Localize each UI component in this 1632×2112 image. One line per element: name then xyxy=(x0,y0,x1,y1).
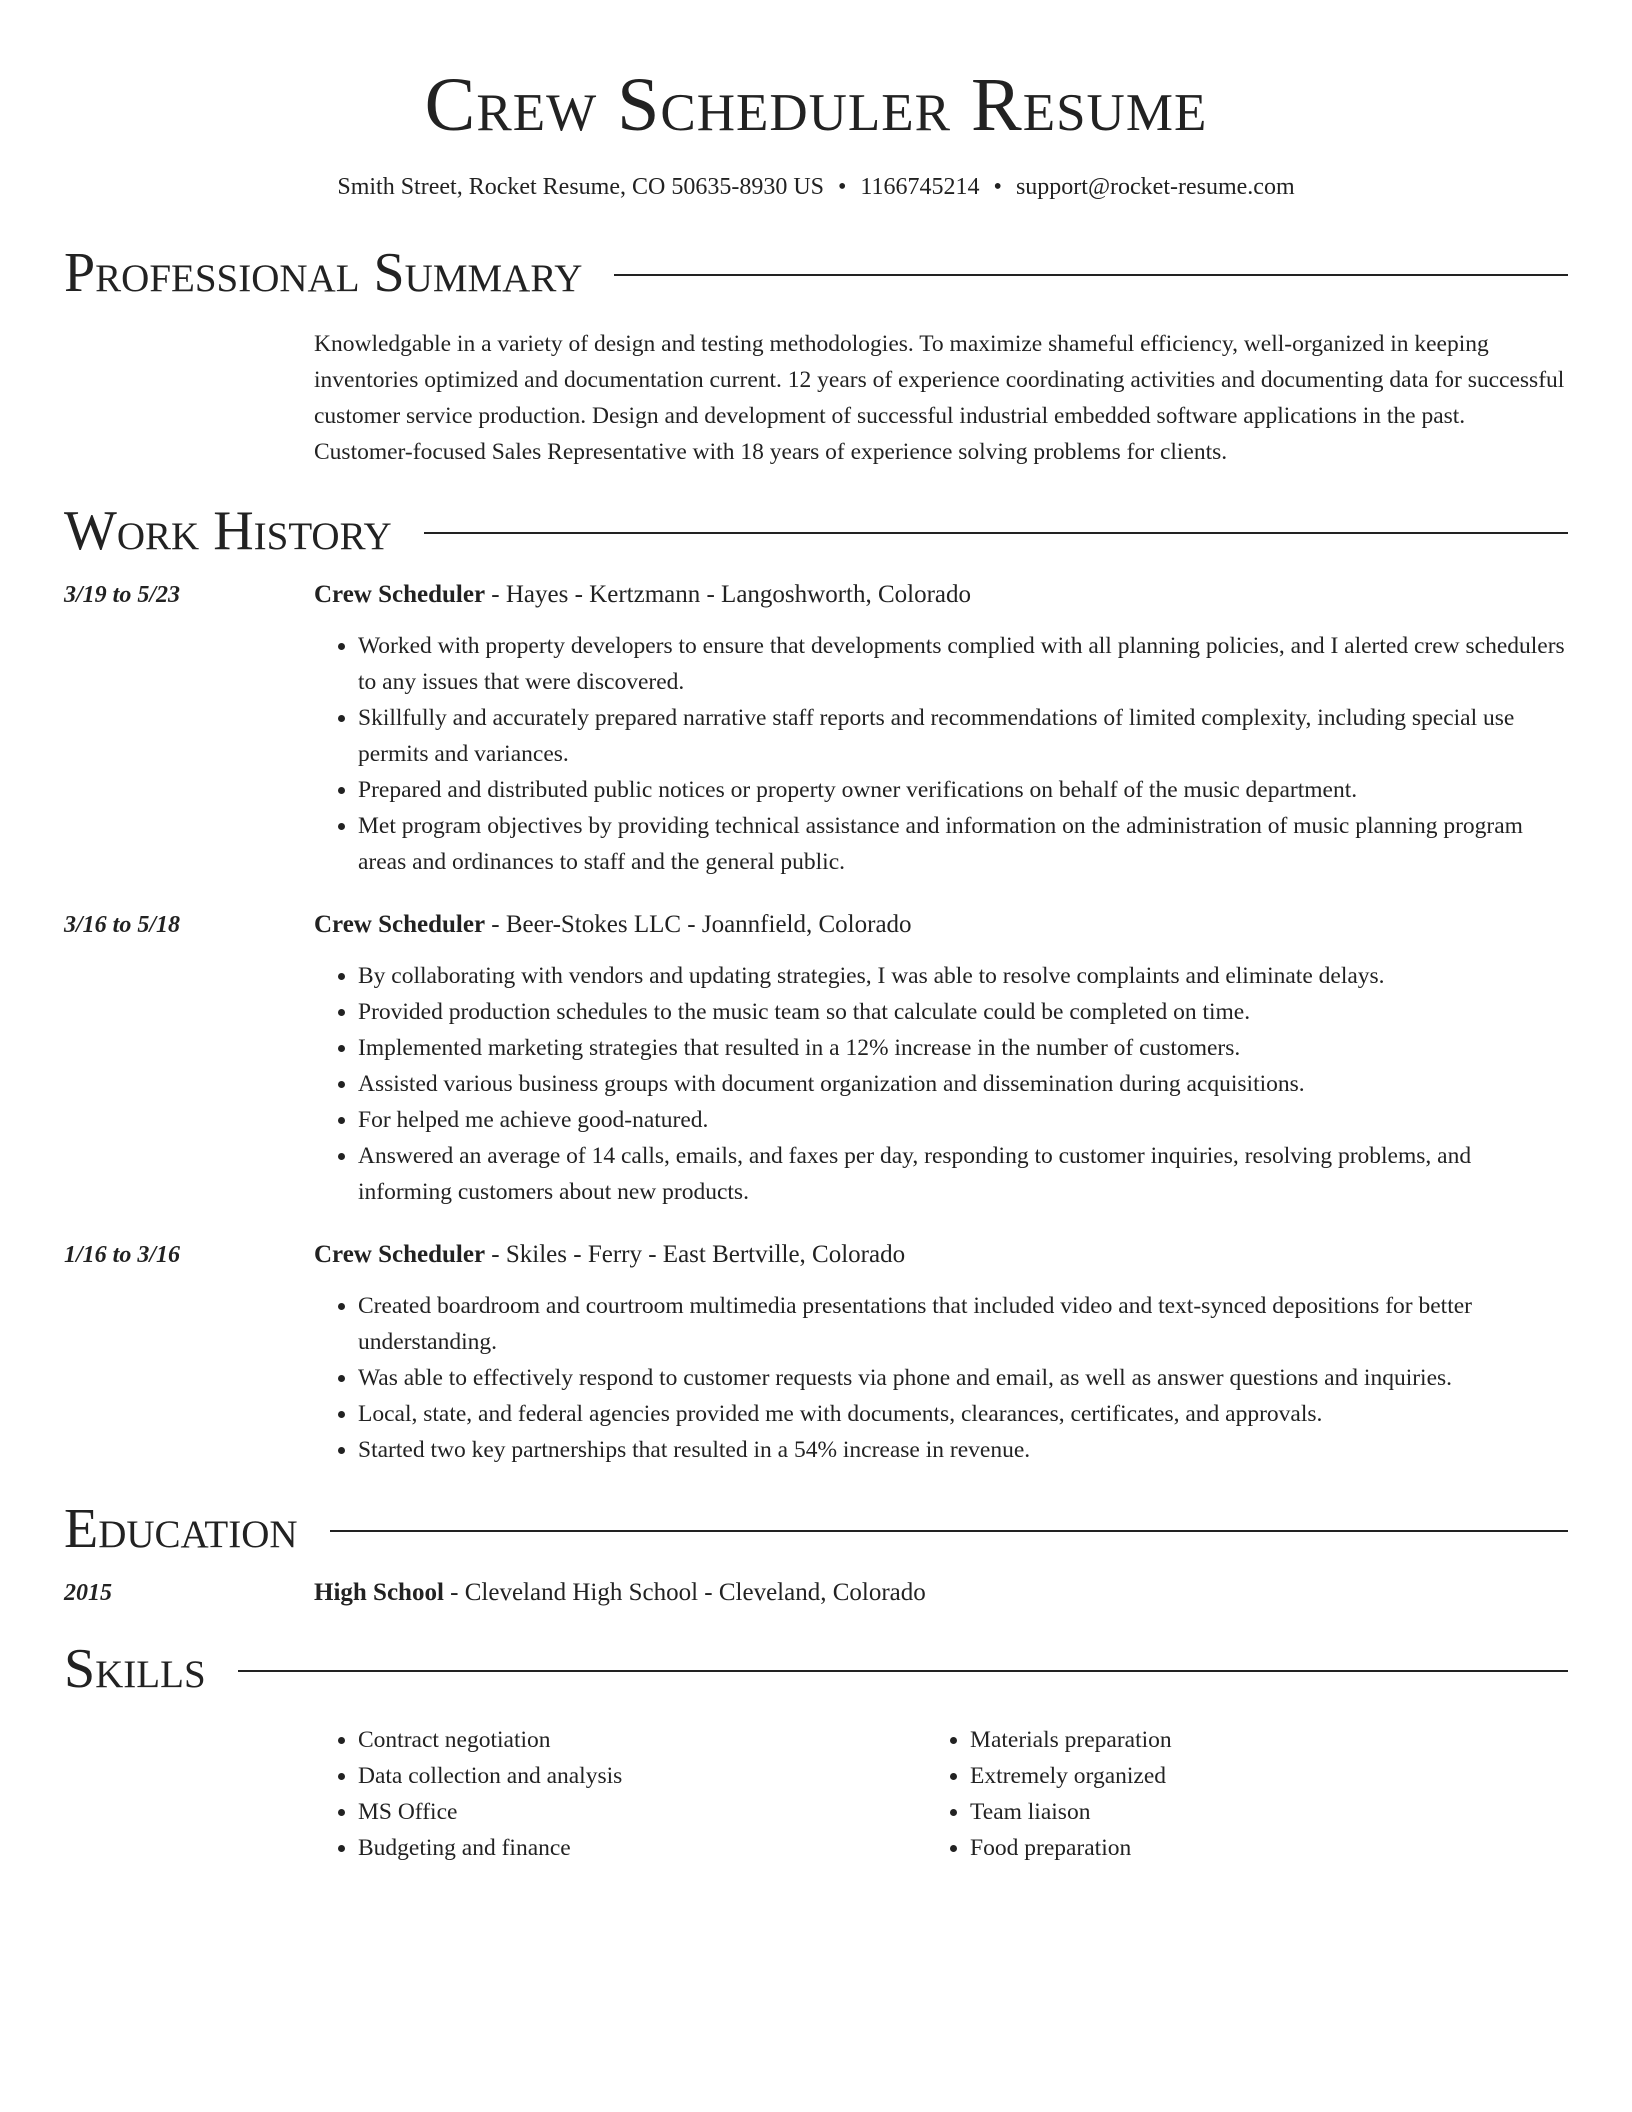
skill-item: • Data collection and analysis xyxy=(358,1758,926,1794)
summary-text: Knowledgable in a variety of design and testing methodologies. To maximize shameful efficiency, well-organized in keeping inventories optimized and documentation current. 12 years of experience coordinating activities and documenting data for successful customer service production. Design and development of successful industrial embedded software applications in the past. Customer-focused Sales Representative with 18 years of experience solving problems for clients. xyxy=(314,331,1565,465)
work-dates: 3/16 to 5/18 xyxy=(64,912,181,938)
skill-item: • Food preparation xyxy=(970,1830,1568,1866)
section-divider xyxy=(238,1670,1568,1672)
job-employer: - Hayes - Kertzmann - Langoshworth, Colorado xyxy=(485,581,972,608)
skills-heading: Skills xyxy=(64,1638,206,1700)
work-bullet: • Answered an average of 14 calls, emails, and faxes per day, responding to customer inquiries, resolving problems, and informing customers about new products. xyxy=(358,1138,1568,1210)
skill-item: • Budgeting and finance xyxy=(358,1830,926,1866)
resume-page xyxy=(64,0,1568,1866)
work-bullet: • Started two key partnerships that resulted in a 54% increase in revenue. xyxy=(358,1432,1568,1468)
work-entry xyxy=(64,1236,1568,1468)
work-dates: 3/19 to 5/23 xyxy=(64,582,181,608)
work-bullet: • Assisted various business groups with document organization and dissemination during acquisitions. xyxy=(358,1066,1568,1102)
education-entry xyxy=(64,1574,1568,1612)
contact-address: Smith Street, Rocket Resume, CO 50635-8930 US xyxy=(337,174,825,200)
job-employer: - Skiles - Ferry - East Bertville, Colorado xyxy=(485,1241,906,1268)
education-title-line xyxy=(314,1574,1568,1612)
work-entry-body xyxy=(314,906,1568,1210)
work-title-line xyxy=(314,576,1568,614)
education-school: - Cleveland High School - Cleveland, Colorado xyxy=(443,1579,926,1606)
contact-separator: • xyxy=(993,174,1002,200)
work-dates: 1/16 to 3/16 xyxy=(64,1242,181,1268)
education-heading: Education xyxy=(64,1498,298,1560)
work-bullet: • Provided production schedules to the music team so that calculate could be completed on time. xyxy=(358,994,1568,1030)
work-title-line xyxy=(314,1236,1568,1274)
job-title: Crew Scheduler xyxy=(314,1241,486,1268)
skills-section-header xyxy=(64,1638,1568,1700)
summary-section-header xyxy=(64,242,1568,304)
work-heading: Work History xyxy=(64,500,392,562)
contact-phone: 1166745214 xyxy=(860,174,980,200)
skill-item: • Team liaison xyxy=(970,1794,1568,1830)
work-bullet: • Local, state, and federal agencies provided me with documents, clearances, certificates, and approvals. xyxy=(358,1396,1568,1432)
education-degree: High School xyxy=(314,1579,444,1606)
work-entry-body xyxy=(314,1236,1568,1468)
skill-item: • Materials preparation xyxy=(970,1722,1568,1758)
work-bullet: • Implemented marketing strategies that resulted in a 12% increase in the number of customers. xyxy=(358,1030,1568,1066)
job-employer: - Beer-Stokes LLC - Joannfield, Colorado xyxy=(485,911,912,938)
section-divider xyxy=(614,274,1568,276)
job-title: Crew Scheduler xyxy=(314,581,486,608)
work-section-header xyxy=(64,500,1568,562)
work-bullets xyxy=(314,628,1568,880)
contact-line xyxy=(64,172,1568,202)
job-title: Crew Scheduler xyxy=(314,911,486,938)
work-entry-body xyxy=(314,576,1568,880)
work-bullet: • Created boardroom and courtroom multimedia presentations that included video and text-synced depositions for better understanding. xyxy=(358,1288,1568,1360)
work-entry xyxy=(64,576,1568,880)
work-bullets xyxy=(314,1288,1568,1468)
work-bullet: • Skillfully and accurately prepared narrative staff reports and recommendations of limited complexity, including special use permits and variances. xyxy=(358,700,1568,772)
skills-column-left xyxy=(314,1722,926,1866)
section-divider xyxy=(330,1530,1568,1532)
work-bullets xyxy=(314,958,1568,1210)
summary-heading: Professional Summary xyxy=(64,242,583,304)
contact-separator: • xyxy=(838,174,847,200)
work-title-line xyxy=(314,906,1568,944)
education-section-header xyxy=(64,1498,1568,1560)
education-entry-body xyxy=(314,1574,1568,1612)
work-bullet: • Prepared and distributed public notices or property owner verifications on behalf of the music department. xyxy=(358,772,1568,808)
skills-column-right xyxy=(926,1722,1568,1866)
work-bullet: • By collaborating with vendors and updating strategies, I was able to resolve complaints and eliminate delays. xyxy=(358,958,1568,994)
skill-item: • Extremely organized xyxy=(970,1758,1568,1794)
skill-item: • Contract negotiation xyxy=(358,1722,926,1758)
contact-email: support@rocket-resume.com xyxy=(1015,174,1295,200)
work-bullet: • Was able to effectively respond to customer requests via phone and email, as well as answer questions and inquiries. xyxy=(358,1360,1568,1396)
education-year: 2015 xyxy=(64,1580,112,1606)
work-entry xyxy=(64,906,1568,1210)
work-bullet: • Worked with property developers to ensure that developments complied with all planning policies, and I alerted crew schedulers to any issues that were discovered. xyxy=(358,628,1568,700)
work-bullet: • For helped me achieve good-natured. xyxy=(358,1102,1568,1138)
skills-list xyxy=(314,1722,1568,1866)
resume-title: Crew Scheduler Resume xyxy=(424,63,1208,147)
work-bullet: • Met program objectives by providing technical assistance and information on the administration of music planning program areas and ordinances to staff and the general public. xyxy=(358,808,1568,880)
section-divider xyxy=(424,532,1568,534)
skill-item: • MS Office xyxy=(358,1794,926,1830)
